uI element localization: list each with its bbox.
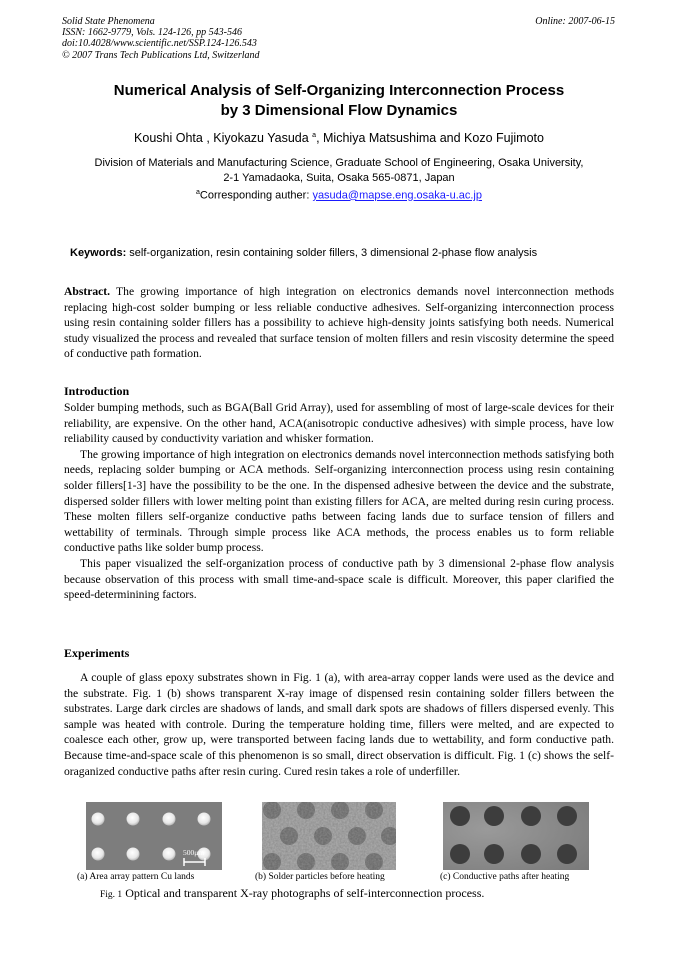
figure-1a-photo: [86, 802, 222, 870]
author-mark: a: [312, 131, 317, 139]
corresponding-label: Corresponding auther:: [199, 189, 313, 202]
figure-1-caption-text: Optical and transparent X-ray photographs of self-interconnection process.: [122, 886, 485, 900]
figure-1c-caption: (c) Conductive paths after heating: [440, 872, 570, 882]
figure-1a-caption: (a) Area array pattern Cu lands: [77, 872, 195, 882]
online-date: Online: 2007-06-15: [535, 16, 615, 27]
scale-bar-label: 500μm: [183, 848, 205, 857]
affiliation-line-1: Division of Materials and Manufacturing Science, Graduate School of Engineering, Osaka University,: [94, 157, 584, 169]
abstract-text: The growing importance of high integration on electronics demands novel interconnection methods replacing high-cost solder bumping or less reliable conductive adhesives. Self-organizing interconnection process using resin containing solder fillers has a possibility to achieve high-density joints satisfying both needs. Numerical study visualized the process and revealed that surface tension of molten fillers and resin viscosity determine the speed of conductive path formation.: [64, 285, 614, 361]
figure-1b-photo: [262, 802, 396, 870]
journal-doi: doi:10.4028/www.scientific.net/SSP.124-126.543: [62, 38, 257, 50]
authors-after: , Michiya Matsushima and Kozo Fujimoto: [316, 131, 544, 145]
title-line-2: by 3 Dimensional Flow Dynamics: [220, 101, 458, 119]
journal-header: [62, 16, 260, 61]
journal-issn: ISSN: 1662-9779, Vols. 124-126, pp 543-546: [62, 27, 242, 39]
paper-title: [40, 81, 638, 120]
introduction-paragraph-1: Solder bumping methods, such as BGA(Ball Grid Array), used for assembling of most of large-scale devices for their reliability, are expensive. On the other hand, ACA(anisotropic conductive adhesives) with simple process, have low reliability caused by conductivity variation and whisker formation.: [64, 401, 614, 446]
authors-before: Koushi Ohta , Kiyokazu Yasuda: [134, 131, 313, 145]
keywords-text: self-organization, resin containing solder fillers, 3 dimensional 2-phase flow analysis: [126, 247, 538, 259]
experiments-body: [64, 670, 614, 779]
introduction-body: [64, 400, 614, 603]
figure-1-caption: [100, 886, 484, 901]
figure-1-label: Fig. 1: [100, 890, 123, 900]
keywords: [70, 247, 537, 259]
corresponding-author: [40, 189, 638, 202]
experiments-paragraph-1: A couple of glass epoxy substrates shown in Fig. 1 (a), with area-array copper lands were used as the device and the substrate. Fig. 1 (b) shows transparent X-ray image of dispensed resin containing solder fillers between the substrates. Large dark circles are shadows of lands, and small dark spots are shadows of fillers dispersed evenly. This sample was heated with controle. During the temperature holding time, fillers were melted, and are expected to coalesce each other, grow up, were transported between facing lands due to wettability, and form conductive path. Because time-and-space scale of this phenomenon is so small, direct observation is difficult. Fig. 1 (c) shows the self-oraganized conductive paths after resin curing. Cured resin takes a role of underfiller.: [64, 671, 614, 778]
author-list: [40, 131, 638, 145]
corresponding-email-link[interactable]: yasuda@mapse.eng.osaka-u.ac.jp: [312, 189, 482, 202]
abstract-label: Abstract.: [64, 285, 111, 298]
experiments-heading: Experiments: [64, 646, 130, 660]
abstract: [64, 284, 614, 362]
introduction-paragraph-3: This paper visualized the self-organization process of conductive path by 3 dimensional 2-phase flow analysis because observation of this process with small time-and-space scale is difficult. Moreover, this paper clarified the speed-determinining factors.: [64, 556, 614, 602]
journal-name: Solid State Phenomena: [62, 16, 155, 27]
journal-copyright: © 2007 Trans Tech Publications Ltd, Switzerland: [62, 49, 260, 61]
introduction-heading: Introduction: [64, 384, 130, 398]
keywords-label: Keywords:: [70, 247, 127, 259]
introduction-paragraph-2: The growing importance of high integration on electronics demands novel interconnection methods satisfying both needs, replacing solder bumping or ACA methods. Self-organizing interconnection process using resin containing solder fillers[1-3] have the possibility to be the one. In the dispensed adhesive between the device and the substrate, dispersed solder fillers with lower melting point than existing fillers for ACA, are melted during resin curing process. These molten fillers self-organize conductive paths between facing lands due to surface tension of fillers and wettability of terminals. Through simple process like ACA methods, the process enables us to form reliable conductive paths like solder bump process.: [64, 447, 614, 555]
corresponding-mark: a: [196, 189, 200, 196]
affiliation: [40, 156, 638, 185]
figure-1b-caption: (b) Solder particles before heating: [255, 872, 385, 882]
affiliation-line-2: 2-1 Yamadaoka, Suita, Osaka 565-0871, Japan: [223, 171, 455, 184]
figure-1c-photo: [443, 802, 589, 870]
title-line-1: Numerical Analysis of Self-Organizing Interconnection Process: [113, 82, 565, 99]
